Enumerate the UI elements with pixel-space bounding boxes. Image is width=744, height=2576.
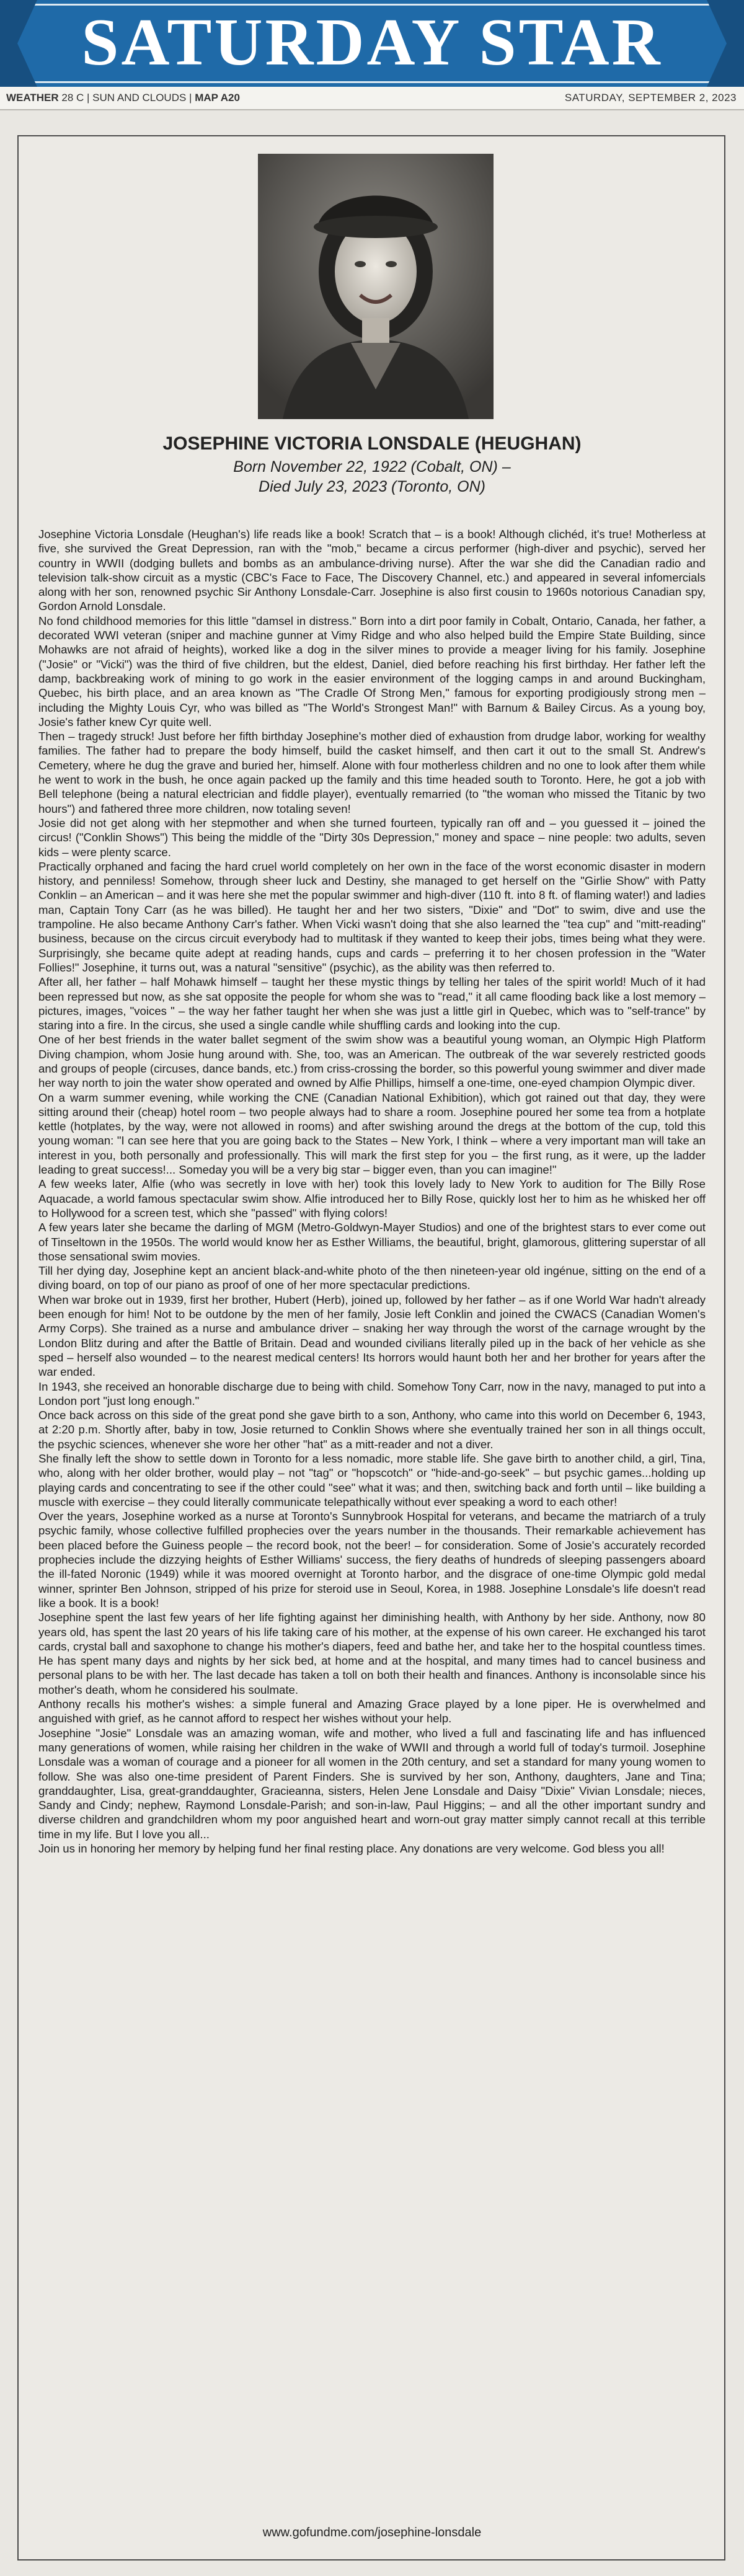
obituary-paragraph: Over the years, Josephine worked as a nurse at Toronto's Sunnybrook Hospital for veterans, and became the matriarch of a truly psychic family, whose collective fulfilled prophecies over the years number in the thousands. Their remarkable achievement has been placed before the Guiness people – the record book, not the beer! – for consideration. Some of Josie's accurately recorded prophecies include the dizzying heights of Esther Williams' success, the fiery deaths of hundreds of sleeping passengers aboard the ill-fated Noronic (1949) while it was moored overnight at Toronto harbor, and the disgrace of one-time Olympic gold medal winner, sprinter Ben Johnson, stripped of his prize for steroid use in Seoul, Korea, in 1988. Josephine Lonsdale's life doesn't read like a book. It is a book! <box>38 1510 706 1609</box>
info-bar <box>0 87 744 110</box>
portrait-photo-icon <box>258 154 494 419</box>
obituary-paragraph: Then – tragedy struck! Just before her fifth birthday Josephine's mother died of exhaustion from drudge labor, working for wealthy families. The father had to prepare the body himself, build the casket himself, and then cart it out to the small St. Andrew's Cemetery, where he dug the grave and buried her, himself. Alone with four motherless children and no one to look after them while he went to work in the bush, he once again packed up the family and this time headed south to Toronto. Here, he got a job with Bell telephone (being a natural electrician and fiddle player), eventually remarried (to "the woman who missed the Titanic by two hours") and fathered three more children, now totaling seven! <box>38 730 706 815</box>
obituary-paragraph: After all, her father – half Mohawk himself – taught her these mystic things by telling her tales of the spirit world! Much of it had been repressed but now, as she sat opposite the people for whom she was to "read," it all came flooding back like a lost memory – pictures, images, "voices " – the way her father taught her when she was just a little girl in Quebec, which was to "self-trance" by staring into a fire. In the circus, she used a single candle while shuffling cards and looking into the cup. <box>38 975 706 1032</box>
obituary-paragraph: One of her best friends in the water ballet segment of the swim show was a beautiful young woman, an Olympic High Platform Diving champion, whom Josie hung around with. She, too, was an American. The outbreak of the war severely restricted goods and groups of people (circuses, dance bands, etc.) from criss-crossing the border, so this powerful young swimmer and diver made her way north to join the water show operated and owned by Alfie Phillips, himself a one-time, one-eyed champion Olympic diver. <box>38 1033 706 1090</box>
masthead <box>0 0 744 87</box>
masthead-title: SATURDAY STAR <box>81 6 663 79</box>
obituary-paragraph: On a warm summer evening, while working the CNE (Canadian National Exhibition), which got rained out that day, they were sitting around their (cheap) hotel room – two people always had to share a room. Josephine poured her some tea from a hotplate kettle (hotplates, by the way, were not allowed in rooms) and after swishing around the dregs at the bottom of the cup, told this young woman: "I can see here that you are going back to the States – New York, I think – where a very important man will take an interest in you, both personally and professionally. This will mark the first step for you – the first rung, as it were, up the ladder leading to great success!... Someday you will be a very big star – bigger even, than you can imagine!" <box>38 1091 706 1177</box>
obituary-paragraph: When war broke out in 1939, first her brother, Hubert (Herb), joined up, followed by her father – as if one World War hadn't already been enough for him! Not to be outdone by the men of her family, Josie left Conklin and joined the CWACS (Canadian Women's Army Corps). She trained as a nurse and ambulance driver – snaking her way through the worst of the carnage wrought by the London Blitz during and after the Battle of Britain. Dead and wounded civilians literally piled up in the back of her vehicle as she sped – herself also wounded – to the nearest medical centers! Its horrors would haunt both her and her brother for years after the war ended. <box>38 1293 706 1379</box>
weather-value: 28 C | SUN AND CLOUDS | <box>58 92 195 104</box>
obituary-paragraph: Practically orphaned and facing the hard cruel world completely on her own in the face of the worst economic disaster in modern history, and penniless! Somehow, through sheer luck and Destiny, she managed to get herself on the "Girlie Show" with Patty Conklin – an American – and it was here she met the popular swimmer and high-diver (110 ft. into 8 ft. of flaming water!) and ladies man, Captain Tony Carr (as he was billed). He taught her and her two sisters, "Dixie" and "Dot" to swim, dive and use the trampoline. He also became Anthony Carr's father. When Vicki wasn't doing that she also learned the "tea cup" and "mitt-reading" business, because on the circus circuit everybody had to multitask if they wanted to keep their jobs, times being what they were. Surprisingly, she became quite adept at reading hands, cups and cards – preferring it to her chosen profession in the "Water Follies!" Josephine, it turns out, was a natural "sensitive" (psychic), as the ability was then referred to. <box>38 859 706 974</box>
obituary-paragraph: No fond childhood memories for this little "damsel in distress." Born into a dirt poor family in Cobalt, Ontario, Canada, her father, a decorated WWI veteran (sniper and machine gunner at Vimy Ridge and who also helped build the Empire State Building, since Mohawks are not afraid of heights), worked like a dog in the silver mines to provide a meager living for his family. Josephine ("Josie" or "Vicki") was the third of five children, but the eldest, Daniel, died before reaching his first birthday. Her father left the damp, backbreaking work of mining to go work in the easier environment of the logging camps in and around Buckingham, Quebec, his birth place, and an area known as "The Cradle Of Strong Men," famous for exporting prodigiously strong men – including the Mighty Louis Cyr, who was billed as "The World's Strongest Man!" with Barnum & Bailey Circus. As a young boy, Josie's father knew Cyr quite well. <box>38 614 706 728</box>
weather-label: WEATHER <box>6 92 59 104</box>
obituary-paragraph: In 1943, she received an honorable discharge due to being with child. Somehow Tony Carr, now in the navy, managed to put into a London port "just long enough." <box>38 1379 706 1407</box>
donation-link[interactable]: www.gofundme.com/josephine-lonsdale <box>262 2526 482 2539</box>
map-label: MAP A20 <box>195 92 240 104</box>
portrait-photo <box>258 154 494 419</box>
birth-date: Born November 22, 1922 (Cobalt, ON) – <box>233 458 511 476</box>
obituary-paragraph: She finally left the show to settle down in Toronto for a less nomadic, more stable life. She gave birth to another child, a girl, Tina, who, along with her older brother, would play – not "tag" or "hopscotch" or "hide-and-go-seek" – but psychic games...holding up playing cards and concentrating to see if the other could "see" what it was; and then, switching back and forth until – like building a muscle with exercise – they could literally communicate telepathically without ever speaking a word to each other! <box>38 1452 706 1508</box>
death-date: Died July 23, 2023 (Toronto, ON) <box>259 478 485 495</box>
obituary-paragraph: Anthony recalls his mother's wishes: a simple funeral and Amazing Grace played by a lone piper. He is overwhelmed and anguished with grief, as he cannot afford to respect her wishes without your help. <box>38 1697 706 1725</box>
obituary-paragraph: Josephine Victoria Lonsdale (Heughan's) life reads like a book! Scratch that – is a book! Although clichéd, it's true! Motherless at five, she survived the Great Depression, ran with the "mob," became a circus performer (high-diver and psychic), served her country in WWII (dodging bullets and bombs as an ambulance-driving nurse). After the war she did the Canadian radio and television talk-show circuit as a mystic (CBC's Face to Face, The Discovery Channel, etc.) and appeared in several infomercials along with her son, renowned psychic Sir Anthony Lonsdale-Carr. Josephine is also first cousin to 1960s notorious Canadian spy, Gordon Arnold Lonsdale. <box>38 528 706 613</box>
obituary-paragraph: Josephine spent the last few years of her life fighting against her diminishing health, with Anthony by her side. Anthony, now 80 years old, has spent the last 20 years of his life taking care of his mother, at the expense of his own career. He exchanged his tarot cards, crystal ball and saxophone to change his mother's diapers, feed and bathe her, and take her to the hospital countless times. He has spent many days and nights by her sick bed, at home and at the hospital, and many times had to cancel business and personal plans to be with her. The last decade has taken a toll on both their health and finances. Anthony is inconsolable since his mother's death, whom he considered his soulmate. <box>38 1611 706 1696</box>
obituary-name: JOSEPHINE VICTORIA LONSDALE (HEUGHAN) <box>162 433 582 454</box>
weather-info <box>6 87 240 109</box>
issue-date: SATURDAY, SEPTEMBER 2, 2023 <box>564 92 737 104</box>
obituary-paragraph: A few years later she became the darling of MGM (Metro-Goldwyn-Mayer Studios) and one of the brightest stars to ever come out of Tinseltown in the 1950s. The world would know her as Esther Williams, the beautiful, bright, glamorous, glittering superstar of all those sensational swim movies. <box>38 1221 706 1263</box>
obituary-body <box>38 527 706 1856</box>
obituary-paragraph: Josephine "Josie" Lonsdale was an amazing woman, wife and mother, who lived a full and fascinating life and has influenced many generations of women, while raising her children in the wake of WWII and through a world full of today's turmoil. Josephine Lonsdale was a woman of courage and a pioneer for all women in the 20th century, and set a standard for many young women to follow. She was also one-time president of Parent Finders. She is survived by her son, Anthony, daughters, Jane and Tina; granddaughter, Lisa, great-granddaughter, Gracieanna, sisters, Helen Jene Lonsdale and Daisy "Dixie" Vivian Lonsdale; nieces, Sandy and Cindy; nephew, Raymond Lonsdale-Parish; and son-in-law, Paul Higgins; – and all the other important sundry and diverse children and grandchildren whom my poor anguished heart and worn-out gray matter simply cannot recall at this terrible time in my life. But I love you all... <box>38 1726 706 1841</box>
obituary-paragraph: Once back across on this side of the great pond she gave birth to a son, Anthony, who came into this world on December 6, 1943, at 2:20 p.m. Shortly after, baby in tow, Josie returned to Conklin Shows where she eventually trained her son in all things occult, the psychic sciences, whenever she wore her other "hat" as a mitt-reader and not a diver. <box>38 1409 706 1451</box>
obituary-paragraph: Join us in honoring her memory by helping fund her final resting place. Any donations are very welcome. God bless you all! <box>38 1842 665 1856</box>
obituary-paragraph: Till her dying day, Josephine kept an ancient black-and-white photo of the then nineteen-year old ingénue, sitting on the end of a diving board, on top of our piano as proof of one of her more spectacular predictions. <box>38 1264 706 1292</box>
obituary-paragraph: Josie did not get along with her stepmother and when she turned fourteen, typically ran off and – you guessed it – joined the circus! ("Conklin Shows") This being the middle of the "Dirty 30s Depression," money and space – nine people: two adults, seven kids – were plenty scarce. <box>38 816 706 859</box>
obituary-paragraph: A few weeks later, Alfie (who was secretly in love with her) took this lovely lady to New York to audition for The Billy Rose Aquacade, a world famous spectacular swim show. Alfie introduced her to Billy Rose, quickly lost her to him as he whisked her off to Hollywood for a screen test, which she "passed" with flying colors! <box>38 1177 706 1219</box>
